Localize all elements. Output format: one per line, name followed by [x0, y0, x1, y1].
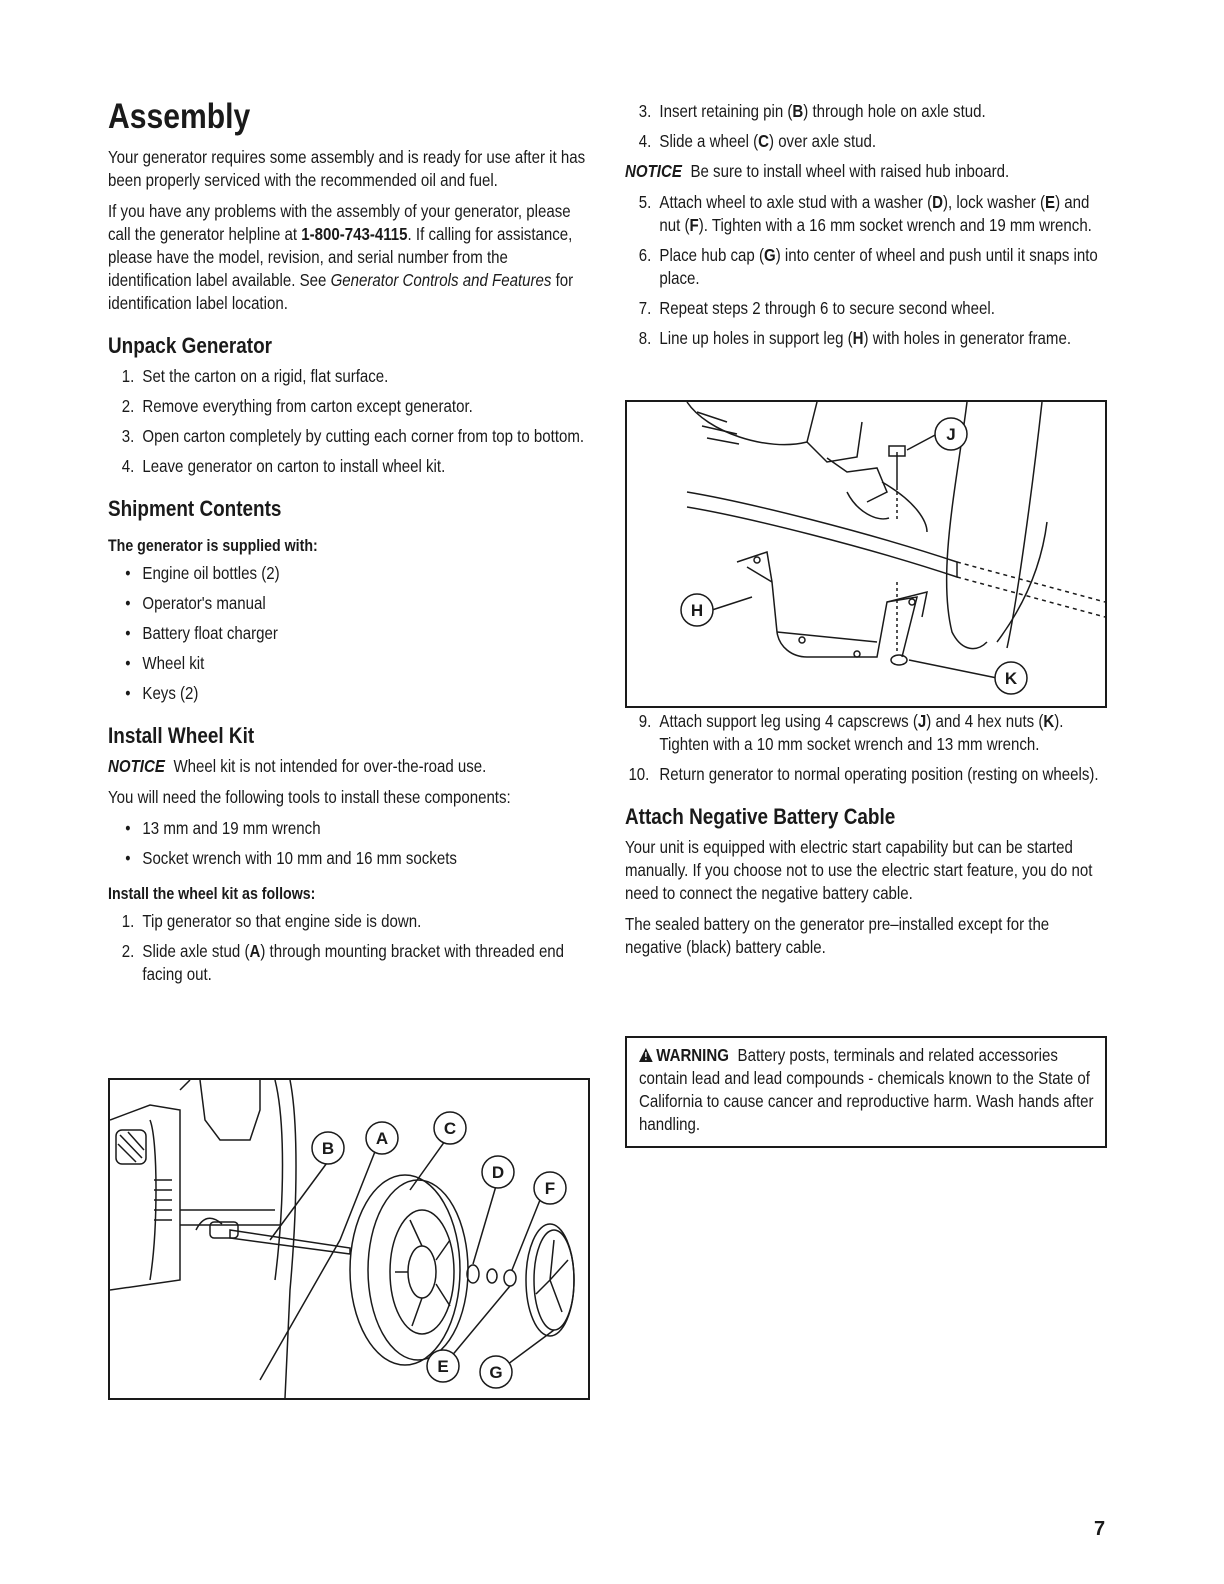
intro-paragraph-1: Your generator requires some assembly and is ready for use after it has been properly serviced with the recommended oil and fuel. [108, 147, 586, 190]
list-item: 8. Line up holes in support leg (H) with holes in generator frame. [638, 328, 1072, 348]
list-item: • Keys (2) [108, 682, 589, 705]
list-item: 1. Tip generator so that engine side is down. [121, 911, 422, 931]
list-item: • Engine oil bottles (2) [108, 562, 589, 585]
callout-a: A [375, 1129, 389, 1148]
hub-notice: NOTICE Be sure to install wheel with raised hub inboard. [625, 161, 1010, 181]
callout-b: B [321, 1139, 335, 1158]
list-item: • Socket wrench with 10 mm and 16 mm sockets [108, 847, 589, 870]
callout-k: K [1004, 669, 1018, 688]
right-column-bottom [625, 710, 1107, 967]
wheel-diagram [110, 1080, 588, 1398]
tools-list [108, 817, 589, 870]
support-leg-figure [625, 400, 1107, 708]
list-item: 9. Attach support leg using 4 capscrews (J) and 4 hex nuts (K). Tighten with a 10 mm socket wrench and 13 mm wrench. [638, 711, 1064, 754]
controls-reference: Generator Controls and Features [330, 270, 552, 290]
wheel-kit-heading: Install Wheel Kit [108, 723, 255, 748]
warning-box [625, 1036, 1107, 1148]
callout-c: C [443, 1119, 457, 1138]
callout-f: F [544, 1179, 556, 1198]
callout-j: J [946, 425, 956, 444]
battery-heading: Attach Negative Battery Cable [625, 804, 896, 829]
wheel-kit-steps [108, 910, 589, 986]
wheel-kit-notice: NOTICE Wheel kit is not intended for over-the-road use. [108, 756, 487, 776]
shipment-list [108, 562, 589, 705]
warning-text: WARNING Battery posts, terminals and related accessories contain lead and lead compounds - chemicals known to the State of California to cause cancer and reproductive harm. Wash hands after handling. [639, 1045, 1094, 1134]
notice-label: NOTICE [108, 756, 165, 776]
list-item: 1. Set the carton on a rigid, flat surface. [121, 366, 389, 386]
notice-label: NOTICE [625, 161, 682, 181]
shipment-subheading: The generator is supplied with: [108, 537, 318, 555]
wheel-steps-more [625, 191, 1106, 350]
battery-paragraph-2: The sealed battery on the generator pre–installed except for the negative (black) battery cable. [625, 914, 1050, 957]
support-leg-diagram [627, 402, 1105, 706]
list-item: 4. Slide a wheel (C) over axle stud. [638, 131, 877, 151]
list-item: 7. Repeat steps 2 through 6 to secure second wheel. [638, 298, 995, 318]
list-item: • 13 mm and 19 mm wrench [108, 817, 589, 840]
list-item: 2. Slide axle stud (A) through mounting bracket with threaded end facing out. [121, 941, 565, 984]
shipment-heading: Shipment Contents [108, 496, 282, 521]
wheel-kit-subheading: Install the wheel kit as follows: [108, 885, 316, 903]
list-item: 2. Remove everything from carton except generator. [121, 396, 473, 416]
callout-d: D [491, 1163, 505, 1182]
list-item: • Wheel kit [108, 652, 589, 675]
right-column-top [625, 100, 1107, 357]
tools-intro: You will need the following tools to install these components: [108, 787, 511, 807]
warning-triangle-icon [639, 1048, 653, 1062]
page-number: 7 [1094, 1518, 1106, 1540]
list-item: 6. Place hub cap (G) into center of wheel and push until it snaps into place. [638, 245, 1098, 288]
page-title: Assembly [108, 97, 251, 136]
list-item: 3. Open carton completely by cutting each corner from top to bottom. [121, 426, 585, 446]
callout-g: G [489, 1363, 503, 1382]
list-item: • Operator's manual [108, 592, 589, 615]
helpline-number: 1-800-743-4115 [301, 224, 408, 244]
callout-h: H [690, 601, 704, 620]
list-item: • Battery float charger [108, 622, 589, 645]
list-item: 10. Return generator to normal operating position (resting on wheels). [628, 764, 1099, 784]
callout-e: E [437, 1357, 449, 1376]
list-item: 5. Attach wheel to axle stud with a washer (D), lock washer (E) and nut (F). Tighten with a 16 mm socket wrench and 19 mm wrench. [638, 192, 1092, 235]
unpack-steps [108, 365, 589, 478]
unpack-heading: Unpack Generator [108, 333, 273, 358]
intro-paragraph-2: If you have any problems with the assembly of your generator, please call the generator helpline at 1-800-743-4115. If calling for assistance, please have the model, revision, and serial number from the identification label available. See Generator Controls and Features for identification label location. [108, 201, 574, 313]
warning-label: WARNING [639, 1045, 729, 1065]
wheel-steps-continued [625, 100, 1106, 153]
battery-paragraph-1: Your unit is equipped with electric start capability but can be started manually. If you choose not to use the electric start feature, you do not need to connect the negative battery cable. [625, 837, 1093, 903]
left-column [108, 96, 590, 993]
list-item: 4. Leave generator on carton to install wheel kit. [121, 456, 446, 476]
support-leg-steps [625, 710, 1106, 786]
list-item: 3. Insert retaining pin (B) through hole on axle stud. [638, 101, 986, 121]
wheel-installation-figure [108, 1078, 590, 1400]
